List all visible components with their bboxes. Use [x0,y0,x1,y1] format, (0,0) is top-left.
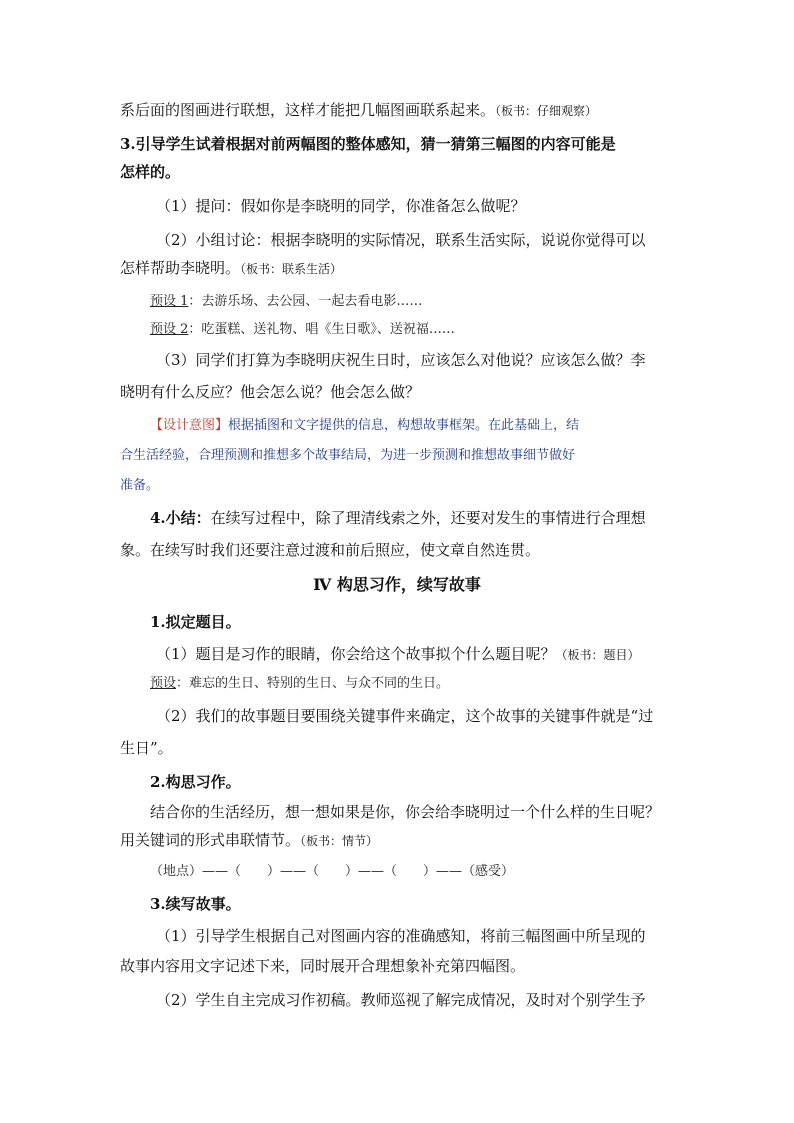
paragraph-line: （1）引导学生根据自己对图画内容的准确感知，将前三幅图画中所呈现的 [156,927,646,945]
paragraph-line: （2）我们的故事题目要围绕关键事件来确定，这个故事的关键事件就是“过 [156,707,654,725]
text-span: 根据插图和文字提供的信息，构想故事框架。在此基础上，结 [228,418,580,433]
text-span: 系后面的图画进行联想，这样才能把几幅图画联系起来。 [120,101,496,119]
paragraph-line [156,644,680,665]
paragraph-line: 晓明有什么反应？他会怎么说？他会怎么做？ [120,383,421,401]
text-span: ：去游乐场、去公园、一起去看电影…… [188,294,423,309]
paragraph-line: （2）学生自主完成习作初稿。教师巡视了解完成情况，及时对个别学生予 [156,991,646,1009]
step-3b-heading: 3.续写故事。 [150,895,241,913]
paragraph-line: 象。在续写时我们还要注意过渡和前后照应，使文章自然连贯。 [120,541,541,559]
design-intent-mark: 【设计意图】 [150,418,229,433]
preset-line [150,320,680,340]
preset-line [150,292,680,312]
board-note: （板书：仔细观察） [495,104,598,118]
board-note: （板书：情节） [300,834,379,848]
summary-label: 4.小结： [150,509,211,527]
paragraph-line: 生日”。 [120,739,173,757]
board-note: （板书：题目） [555,648,640,662]
text-span: 用关键词的形式串联情节。 [120,831,301,849]
preset-label: 预设 2 [150,322,189,337]
paragraph-line [120,258,680,279]
paragraph-line: （1）提问：假如你是李晓明的同学，你准备怎么做呢？ [156,197,526,215]
design-intent-line: 合生活经验，合理预测和推想多个故事结局，为进一步预测和推想故事细节做好 [120,448,576,463]
step-3-heading-cont: 怎样的。 [120,163,181,181]
paragraph-line: （2）小组讨论：根据李晓明的实际情况，联系生活实际，说说你觉得可以 [156,231,646,249]
step-3-heading: 3.引导学生试着根据对前两幅图的整体感知，猜一猜第三幅图的内容可能是 [120,135,616,153]
paragraph-line: 结合你的生活经历，想一想如果是你，你会给李晓明过一个什么样的生日呢？ [150,803,661,821]
design-intent-line [150,416,680,436]
preset-label: 预设 1 [150,294,189,309]
board-note: （板书：联系生活） [240,262,343,276]
paragraph-line [120,100,680,121]
paragraph-line: 故事内容用文字记述下来，同时展开合理想象补充第四幅图。 [120,957,526,975]
section-heading: Ⅳ 构思习作，续写故事 [313,575,481,594]
text-span: ：吃蛋糕、送礼物、唱《生日歌》、送祝福…… [188,322,455,337]
text-span: 怎样帮助李晓明。 [120,259,241,277]
text-span: 在续写过程中，除了理清线索之外，还要对发生的事情进行合理想 [210,509,646,527]
design-intent-line: 准备。 [120,478,160,493]
plot-chain: （地点）——（ ）——（ ）——（ ）——（感受） [150,864,515,879]
text-span: ：难忘的生日、特别的生日、与众不同的生日。 [176,676,450,691]
paragraph-line: （3）同学们打算为李晓明庆祝生日时，应该怎么对他说？应该怎么做？李 [156,351,646,369]
step-1-heading: 1.拟定题目。 [150,613,241,631]
step-2-heading: 2.构思习作。 [150,773,241,791]
preset-label: 预设 [150,676,177,691]
preset-line [150,674,680,694]
paragraph-line [120,830,680,851]
text-span: （1）题目是习作的眼睛，你会给这个故事拟个什么题目呢？ [156,645,556,663]
summary-line [150,508,680,528]
